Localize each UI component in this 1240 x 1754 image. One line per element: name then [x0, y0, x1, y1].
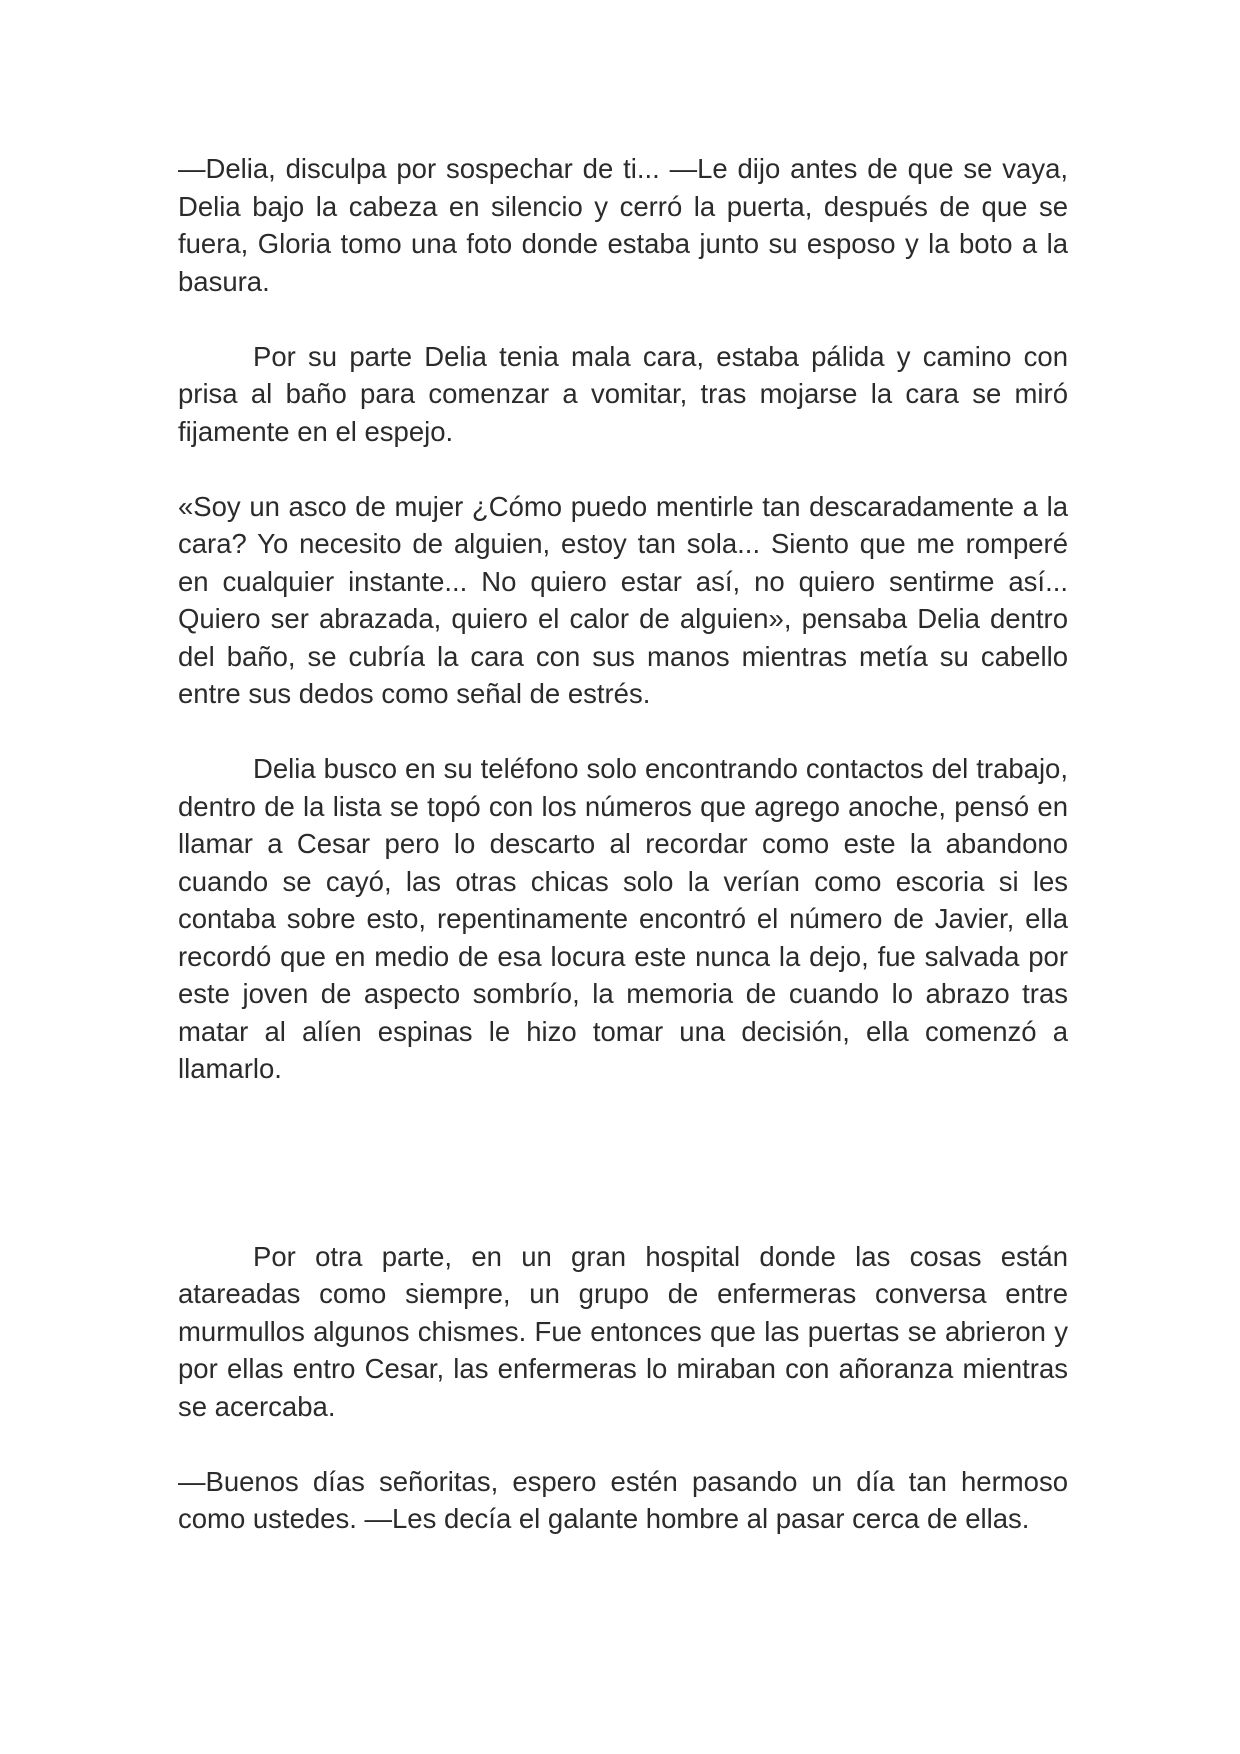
document-body	[178, 150, 1068, 1538]
paragraph-3: «Soy un asco de mujer ¿Cómo puedo mentirle tan descaradamente a la cara? Yo necesito de alguien, estoy tan sola... Siento que me romperé en cualquier instante... No quiero estar así, no quiero sentirme así... Quiero ser abrazada, quiero el calor de alguien», pensaba Delia dentro del baño, se cubría la cara con sus manos mientras metía su cabello entre sus dedos como señal de estrés.	[178, 490, 1068, 709]
paragraph-1: —Delia, disculpa por sospechar de ti... —Le dijo antes de que se vaya, Delia bajo la cabeza en silencio y cerró la puerta, después de que se fuera, Gloria tomo una foto donde estaba junto su esposo y la boto a la basura.	[178, 153, 1068, 297]
paragraph-4: Delia busco en su teléfono solo encontrando contactos del trabajo, dentro de la lista se topó con los números que agrego anoche, pensó en llamar a Cesar pero lo descarto al recordar como este la abandono cuando se cayó, las otras chicas solo la verían como escoria si les contaba sobre esto, repentinamente encontró el número de Javier, ella recordó que en medio de esa locura este nunca la dejo, fue salvada por este joven de aspecto sombrío, la memoria de cuando lo abrazo tras matar al alíen espinas le hizo tomar una decisión, ella comenzó a llamarlo.	[178, 753, 1068, 1084]
paragraph-2: Por su parte Delia tenia mala cara, estaba pálida y camino con prisa al baño para comenzar a vomitar, tras mojarse la cara se miró fijamente en el espejo.	[178, 340, 1068, 447]
paragraph-5: Por otra parte, en un gran hospital donde las cosas están atareadas como siempre, un grupo de enfermeras conversa entre murmullos algunos chismes. Fue entonces que las puertas se abrieron y por ellas entro Cesar, las enfermeras lo miraban con añoranza mientras se acercaba.	[178, 1240, 1068, 1422]
paragraph-6: —Buenos días señoritas, espero estén pasando un día tan hermoso como ustedes. —Les decía el galante hombre al pasar cerca de ellas.	[178, 1465, 1068, 1534]
